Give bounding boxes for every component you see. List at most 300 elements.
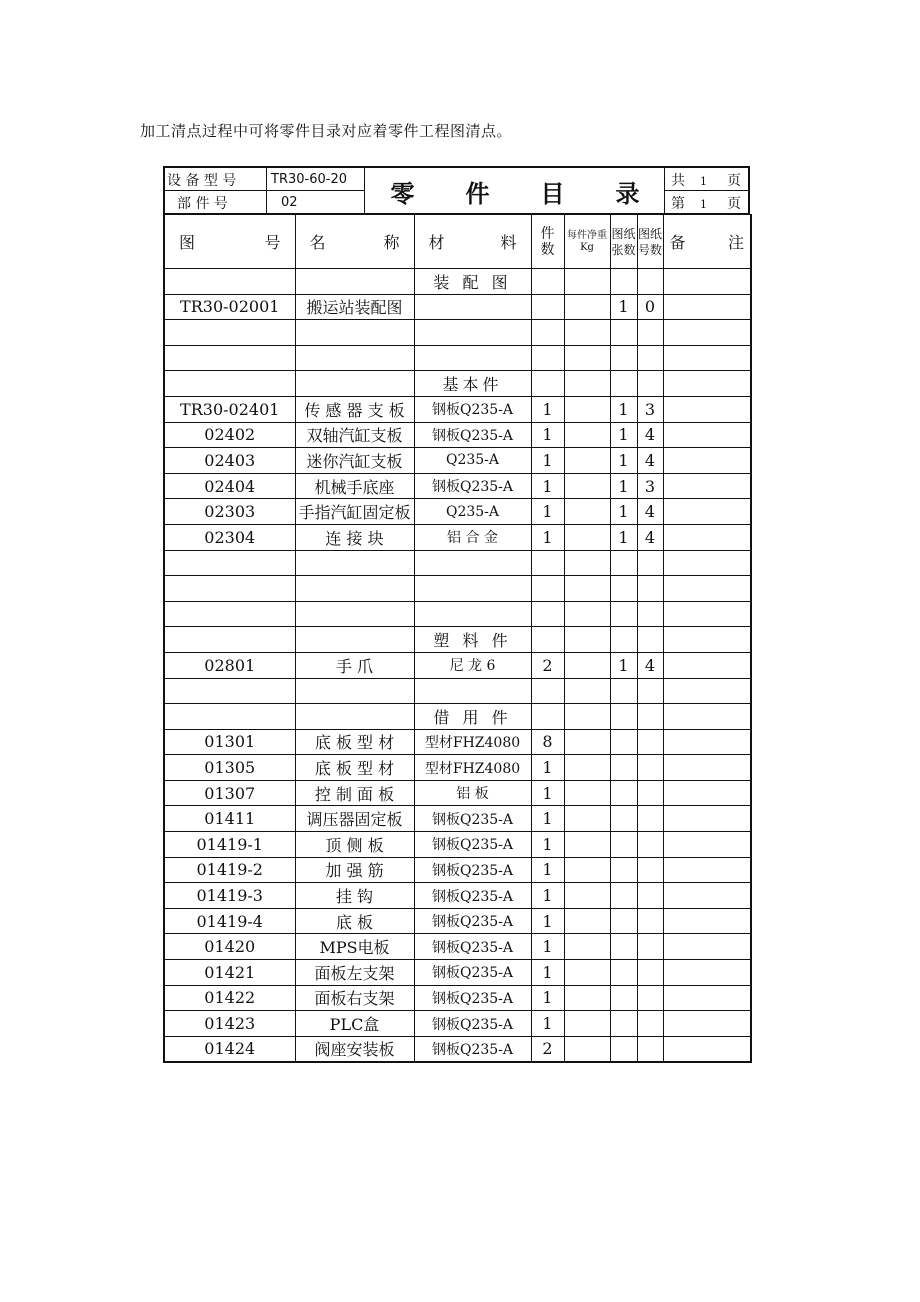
cell-drawing-no: 02403 bbox=[164, 448, 295, 474]
cell-sheet-count: 1 bbox=[610, 396, 637, 422]
cell-sheet-count bbox=[610, 678, 637, 704]
cell-remarks bbox=[663, 832, 751, 858]
catalog-title bbox=[365, 168, 665, 214]
cell-drawing-no bbox=[164, 678, 295, 704]
cell-sheet-count bbox=[610, 627, 637, 653]
cell-drawing-no: TR30-02001 bbox=[164, 294, 295, 320]
cell-sheet-count bbox=[610, 345, 637, 371]
cell-sheet-count: 1 bbox=[610, 652, 637, 678]
part-row bbox=[164, 934, 751, 960]
cell-material bbox=[414, 576, 531, 602]
cell-name: PLC盒 bbox=[295, 1011, 414, 1037]
cell-sheet-count bbox=[610, 704, 637, 730]
cell-material: 钢板Q235-A bbox=[414, 1036, 531, 1062]
cell-remarks bbox=[663, 934, 751, 960]
cell-remarks bbox=[663, 473, 751, 499]
cell-name: 调压器固定板 bbox=[295, 806, 414, 832]
header-text: 备 bbox=[669, 233, 686, 252]
cell-sheet-size: 3 bbox=[637, 396, 663, 422]
cell-drawing-no: 02402 bbox=[164, 422, 295, 448]
title-char: 目 bbox=[540, 179, 565, 208]
cell-name bbox=[295, 576, 414, 602]
cell-weight bbox=[564, 473, 610, 499]
cell-weight bbox=[564, 345, 610, 371]
cell-material: 钢板Q235-A bbox=[414, 934, 531, 960]
cell-remarks bbox=[663, 780, 751, 806]
empty-row bbox=[164, 678, 751, 704]
cell-remarks bbox=[663, 524, 751, 550]
cell-sheet-size bbox=[637, 755, 663, 781]
cell-remarks bbox=[663, 704, 751, 730]
cell-qty bbox=[531, 320, 564, 346]
cell-sheet-count bbox=[610, 985, 637, 1011]
cell-sheet-count bbox=[610, 806, 637, 832]
current-value: 1 bbox=[700, 198, 707, 211]
cell-drawing-no: TR30-02401 bbox=[164, 396, 295, 422]
cell-drawing-no: 01419-3 bbox=[164, 883, 295, 909]
cell-sheet-count bbox=[610, 780, 637, 806]
part-row bbox=[164, 755, 751, 781]
cell-drawing-no: 02303 bbox=[164, 499, 295, 525]
title-char: 件 bbox=[465, 179, 490, 208]
cell-weight bbox=[564, 755, 610, 781]
cell-qty bbox=[531, 704, 564, 730]
cell-qty: 1 bbox=[531, 1011, 564, 1037]
part-row bbox=[164, 396, 751, 422]
cell-qty: 1 bbox=[531, 832, 564, 858]
cell-material: Q235-A bbox=[414, 448, 531, 474]
cell-sheet-count bbox=[610, 371, 637, 397]
cell-name: 控 制 面 板 bbox=[295, 780, 414, 806]
cell-remarks bbox=[663, 422, 751, 448]
cell-sheet-count bbox=[610, 934, 637, 960]
cell-weight bbox=[564, 1036, 610, 1062]
cell-sheet-size bbox=[637, 960, 663, 986]
header-text: 注 bbox=[727, 233, 744, 252]
cell-sheet-count bbox=[610, 269, 637, 295]
cell-weight bbox=[564, 294, 610, 320]
cell-name bbox=[295, 601, 414, 627]
part-row bbox=[164, 1011, 751, 1037]
cell-qty: 2 bbox=[531, 1036, 564, 1062]
cell-weight bbox=[564, 806, 610, 832]
cell-qty: 1 bbox=[531, 473, 564, 499]
cell-weight bbox=[564, 371, 610, 397]
cell-sheet-size: 4 bbox=[637, 422, 663, 448]
cell-drawing-no: 01419-2 bbox=[164, 857, 295, 883]
cell-drawing-no: 01301 bbox=[164, 729, 295, 755]
cell-remarks bbox=[663, 883, 751, 909]
part-row bbox=[164, 473, 751, 499]
cell-qty: 1 bbox=[531, 422, 564, 448]
cell-qty: 1 bbox=[531, 499, 564, 525]
cell-remarks bbox=[663, 294, 751, 320]
cell-sheet-size bbox=[637, 576, 663, 602]
cell-name: 面板右支架 bbox=[295, 985, 414, 1011]
cell-sheet-count bbox=[610, 601, 637, 627]
page-unit: 页 bbox=[727, 172, 741, 189]
cell-material: 钢板Q235-A bbox=[414, 960, 531, 986]
cell-name: 阀座安装板 bbox=[295, 1036, 414, 1062]
part-row bbox=[164, 524, 751, 550]
cell-qty bbox=[531, 550, 564, 576]
cell-qty: 1 bbox=[531, 985, 564, 1011]
cell-material bbox=[414, 294, 531, 320]
cell-remarks bbox=[663, 985, 751, 1011]
cell-drawing-no: 01411 bbox=[164, 806, 295, 832]
model-value: TR30-60-20 bbox=[271, 172, 347, 187]
title-block bbox=[163, 166, 750, 214]
cell-sheet-size bbox=[637, 908, 663, 934]
cell-drawing-no bbox=[164, 320, 295, 346]
cell-name: 挂 钩 bbox=[295, 883, 414, 909]
cell-name bbox=[295, 550, 414, 576]
cell-name: 面板左支架 bbox=[295, 960, 414, 986]
cell-name: 机械手底座 bbox=[295, 473, 414, 499]
cell-sheet-size bbox=[637, 1011, 663, 1037]
cell-weight bbox=[564, 627, 610, 653]
cell-qty bbox=[531, 576, 564, 602]
cell-material: 钢板Q235-A bbox=[414, 806, 531, 832]
cell-material: 铝 合 金 bbox=[414, 524, 531, 550]
cell-weight bbox=[564, 448, 610, 474]
part-row bbox=[164, 448, 751, 474]
cell-weight bbox=[564, 934, 610, 960]
cell-qty bbox=[531, 371, 564, 397]
cell-remarks bbox=[663, 269, 751, 295]
part-row bbox=[164, 806, 751, 832]
cell-drawing-no bbox=[164, 627, 295, 653]
cell-sheet-count bbox=[610, 1011, 637, 1037]
cell-remarks bbox=[663, 345, 751, 371]
cell-remarks bbox=[663, 1036, 751, 1062]
header-text: 图纸张数 bbox=[611, 226, 636, 257]
cell-weight bbox=[564, 601, 610, 627]
cell-material: 钢板Q235-A bbox=[414, 908, 531, 934]
cell-name: MPS电板 bbox=[295, 934, 414, 960]
cell-weight bbox=[564, 396, 610, 422]
cell-sheet-count bbox=[610, 883, 637, 909]
cell-remarks bbox=[663, 499, 751, 525]
part-row bbox=[164, 422, 751, 448]
cell-remarks bbox=[663, 320, 751, 346]
cell-remarks bbox=[663, 1011, 751, 1037]
part-row bbox=[164, 780, 751, 806]
cell-sheet-count: 1 bbox=[610, 499, 637, 525]
part-row bbox=[164, 857, 751, 883]
cell-material: 装 配 图 bbox=[414, 269, 531, 295]
cell-sheet-size bbox=[637, 729, 663, 755]
col-sheet-count bbox=[610, 215, 637, 269]
cell-remarks bbox=[663, 729, 751, 755]
col-drawing-no bbox=[164, 215, 295, 269]
cell-material: 钢板Q235-A bbox=[414, 883, 531, 909]
cell-qty: 1 bbox=[531, 908, 564, 934]
empty-row bbox=[164, 320, 751, 346]
cell-name: 手指汽缸固定板 bbox=[295, 499, 414, 525]
cell-qty: 1 bbox=[531, 857, 564, 883]
cell-sheet-size: 4 bbox=[637, 652, 663, 678]
cell-drawing-no: 01419-4 bbox=[164, 908, 295, 934]
cell-sheet-size bbox=[637, 806, 663, 832]
cell-material: 型材FHZ4080 bbox=[414, 755, 531, 781]
cell-qty bbox=[531, 294, 564, 320]
cell-sheet-count bbox=[610, 550, 637, 576]
cell-weight bbox=[564, 652, 610, 678]
section-row bbox=[164, 269, 751, 295]
intro-text: 加工清点过程中可将零件目录对应着零件工程图清点。 bbox=[140, 122, 513, 140]
cell-weight bbox=[564, 985, 610, 1011]
cell-name bbox=[295, 345, 414, 371]
total-value: 1 bbox=[700, 175, 707, 188]
cell-material: 钢板Q235-A bbox=[414, 832, 531, 858]
cell-qty: 1 bbox=[531, 755, 564, 781]
header-text: 料 bbox=[500, 233, 517, 252]
cell-weight bbox=[564, 320, 610, 346]
header-text: 名 bbox=[309, 233, 326, 252]
part-row bbox=[164, 652, 751, 678]
header-text: Kg bbox=[580, 241, 594, 253]
cell-material: 基本件 bbox=[414, 371, 531, 397]
cell-weight bbox=[564, 704, 610, 730]
part-row bbox=[164, 1036, 751, 1062]
cell-qty: 1 bbox=[531, 780, 564, 806]
cell-drawing-no: 02404 bbox=[164, 473, 295, 499]
cell-drawing-no: 01307 bbox=[164, 780, 295, 806]
part-label: 部 件 号 bbox=[177, 195, 228, 212]
cell-drawing-no bbox=[164, 345, 295, 371]
divider bbox=[664, 190, 748, 191]
part-row bbox=[164, 294, 751, 320]
cell-sheet-size bbox=[637, 320, 663, 346]
part-row bbox=[164, 985, 751, 1011]
cell-sheet-count bbox=[610, 729, 637, 755]
cell-drawing-no: 02801 bbox=[164, 652, 295, 678]
cell-drawing-no: 01423 bbox=[164, 1011, 295, 1037]
cell-name bbox=[295, 678, 414, 704]
cell-weight bbox=[564, 269, 610, 295]
cell-weight bbox=[564, 524, 610, 550]
cell-qty: 1 bbox=[531, 524, 564, 550]
cell-sheet-size bbox=[637, 832, 663, 858]
cell-sheet-count: 1 bbox=[610, 422, 637, 448]
header-text: 件数 bbox=[540, 225, 555, 258]
col-weight bbox=[564, 215, 610, 269]
cell-qty bbox=[531, 269, 564, 295]
title-char: 零 bbox=[390, 179, 415, 208]
cell-qty: 1 bbox=[531, 806, 564, 832]
header-text: 图纸号数 bbox=[637, 226, 662, 257]
cell-sheet-count bbox=[610, 960, 637, 986]
cell-material: 钢板Q235-A bbox=[414, 985, 531, 1011]
cell-sheet-count: 1 bbox=[610, 473, 637, 499]
cell-weight bbox=[564, 780, 610, 806]
cell-drawing-no bbox=[164, 601, 295, 627]
cell-sheet-size: 3 bbox=[637, 473, 663, 499]
cell-name: 手 爪 bbox=[295, 652, 414, 678]
cell-qty bbox=[531, 345, 564, 371]
cell-sheet-size: 4 bbox=[637, 524, 663, 550]
cell-sheet-size bbox=[637, 704, 663, 730]
cell-weight bbox=[564, 832, 610, 858]
cell-material: 铝 板 bbox=[414, 780, 531, 806]
cell-sheet-size bbox=[637, 934, 663, 960]
cell-drawing-no: 01305 bbox=[164, 755, 295, 781]
cell-weight bbox=[564, 857, 610, 883]
title-char: 录 bbox=[615, 179, 640, 208]
cell-weight bbox=[564, 729, 610, 755]
cell-name: 顶 侧 板 bbox=[295, 832, 414, 858]
cell-sheet-count: 1 bbox=[610, 524, 637, 550]
parts-catalog-sheet bbox=[163, 166, 750, 1063]
cell-sheet-count bbox=[610, 755, 637, 781]
empty-row bbox=[164, 601, 751, 627]
cell-remarks bbox=[663, 448, 751, 474]
section-row bbox=[164, 704, 751, 730]
section-row bbox=[164, 371, 751, 397]
part-row bbox=[164, 908, 751, 934]
cell-qty: 2 bbox=[531, 652, 564, 678]
cell-sheet-size: 4 bbox=[637, 448, 663, 474]
cell-sheet-size bbox=[637, 1036, 663, 1062]
cell-sheet-count bbox=[610, 908, 637, 934]
cell-sheet-count: 1 bbox=[610, 448, 637, 474]
cell-sheet-count bbox=[610, 1036, 637, 1062]
part-row bbox=[164, 832, 751, 858]
cell-qty: 8 bbox=[531, 729, 564, 755]
model-label: 设 备 型 号 bbox=[167, 172, 237, 189]
cell-remarks bbox=[663, 576, 751, 602]
cell-sheet-size bbox=[637, 678, 663, 704]
header-text: 每件净重 bbox=[567, 229, 607, 241]
cell-weight bbox=[564, 550, 610, 576]
cell-material: 借 用 件 bbox=[414, 704, 531, 730]
cell-name: 搬运站装配图 bbox=[295, 294, 414, 320]
cell-weight bbox=[564, 499, 610, 525]
cell-sheet-size bbox=[637, 627, 663, 653]
cell-remarks bbox=[663, 960, 751, 986]
cell-remarks bbox=[663, 806, 751, 832]
cell-drawing-no bbox=[164, 269, 295, 295]
cell-drawing-no bbox=[164, 371, 295, 397]
col-remarks bbox=[663, 215, 751, 269]
cell-drawing-no: 01420 bbox=[164, 934, 295, 960]
part-row bbox=[164, 729, 751, 755]
cell-name: 双轴汽缸支板 bbox=[295, 422, 414, 448]
cell-weight bbox=[564, 1011, 610, 1037]
cell-name bbox=[295, 627, 414, 653]
cell-material: 钢板Q235-A bbox=[414, 1011, 531, 1037]
cell-sheet-count bbox=[610, 832, 637, 858]
cell-remarks bbox=[663, 678, 751, 704]
cell-name bbox=[295, 704, 414, 730]
part-row bbox=[164, 499, 751, 525]
cell-weight bbox=[564, 960, 610, 986]
cell-sheet-size bbox=[637, 269, 663, 295]
cell-material: 钢板Q235-A bbox=[414, 857, 531, 883]
cell-qty bbox=[531, 678, 564, 704]
cell-remarks bbox=[663, 857, 751, 883]
cell-material bbox=[414, 550, 531, 576]
cell-sheet-size bbox=[637, 550, 663, 576]
cell-qty: 1 bbox=[531, 883, 564, 909]
cell-weight bbox=[564, 422, 610, 448]
cell-weight bbox=[564, 883, 610, 909]
empty-row bbox=[164, 345, 751, 371]
cell-remarks bbox=[663, 371, 751, 397]
cell-name bbox=[295, 320, 414, 346]
cell-remarks bbox=[663, 908, 751, 934]
empty-row bbox=[164, 550, 751, 576]
cell-remarks bbox=[663, 652, 751, 678]
cell-name bbox=[295, 269, 414, 295]
cell-drawing-no: 01424 bbox=[164, 1036, 295, 1062]
column-header-row bbox=[164, 215, 751, 269]
cell-qty: 1 bbox=[531, 960, 564, 986]
cell-material: 尼 龙 6 bbox=[414, 652, 531, 678]
cell-sheet-count bbox=[610, 320, 637, 346]
total-label: 共 bbox=[671, 172, 685, 189]
section-row bbox=[164, 627, 751, 653]
cell-sheet-count bbox=[610, 857, 637, 883]
cell-remarks bbox=[663, 396, 751, 422]
cell-name: 传 感 器 支 板 bbox=[295, 396, 414, 422]
cell-sheet-size bbox=[637, 883, 663, 909]
cell-drawing-no: 01419-1 bbox=[164, 832, 295, 858]
cell-name bbox=[295, 371, 414, 397]
col-sheet-size bbox=[637, 215, 663, 269]
header-text: 材 bbox=[428, 233, 445, 252]
cell-sheet-size bbox=[637, 857, 663, 883]
col-name bbox=[295, 215, 414, 269]
cell-name: 迷你汽缸支板 bbox=[295, 448, 414, 474]
cell-drawing-no: 01422 bbox=[164, 985, 295, 1011]
cell-material bbox=[414, 601, 531, 627]
cell-material bbox=[414, 678, 531, 704]
cell-drawing-no: 02304 bbox=[164, 524, 295, 550]
col-qty bbox=[531, 215, 564, 269]
cell-remarks bbox=[663, 755, 751, 781]
cell-sheet-size bbox=[637, 345, 663, 371]
cell-name: 底 板 型 材 bbox=[295, 729, 414, 755]
cell-qty: 1 bbox=[531, 396, 564, 422]
empty-row bbox=[164, 576, 751, 602]
cell-remarks bbox=[663, 601, 751, 627]
part-row bbox=[164, 883, 751, 909]
cell-sheet-size bbox=[637, 371, 663, 397]
cell-material: Q235-A bbox=[414, 499, 531, 525]
cell-sheet-size bbox=[637, 985, 663, 1011]
cell-material bbox=[414, 320, 531, 346]
cell-name: 底 板 bbox=[295, 908, 414, 934]
cell-drawing-no bbox=[164, 704, 295, 730]
header-text: 称 bbox=[383, 233, 400, 252]
cell-drawing-no bbox=[164, 576, 295, 602]
cell-name: 加 强 筋 bbox=[295, 857, 414, 883]
current-label: 第 bbox=[671, 195, 685, 212]
col-material bbox=[414, 215, 531, 269]
header-text: 图 bbox=[179, 233, 196, 252]
parts-table bbox=[163, 214, 752, 1063]
cell-drawing-no: 01421 bbox=[164, 960, 295, 986]
cell-qty bbox=[531, 601, 564, 627]
cell-weight bbox=[564, 678, 610, 704]
cell-qty bbox=[531, 627, 564, 653]
divider bbox=[165, 190, 365, 191]
cell-drawing-no bbox=[164, 550, 295, 576]
cell-sheet-size: 4 bbox=[637, 499, 663, 525]
part-row bbox=[164, 960, 751, 986]
